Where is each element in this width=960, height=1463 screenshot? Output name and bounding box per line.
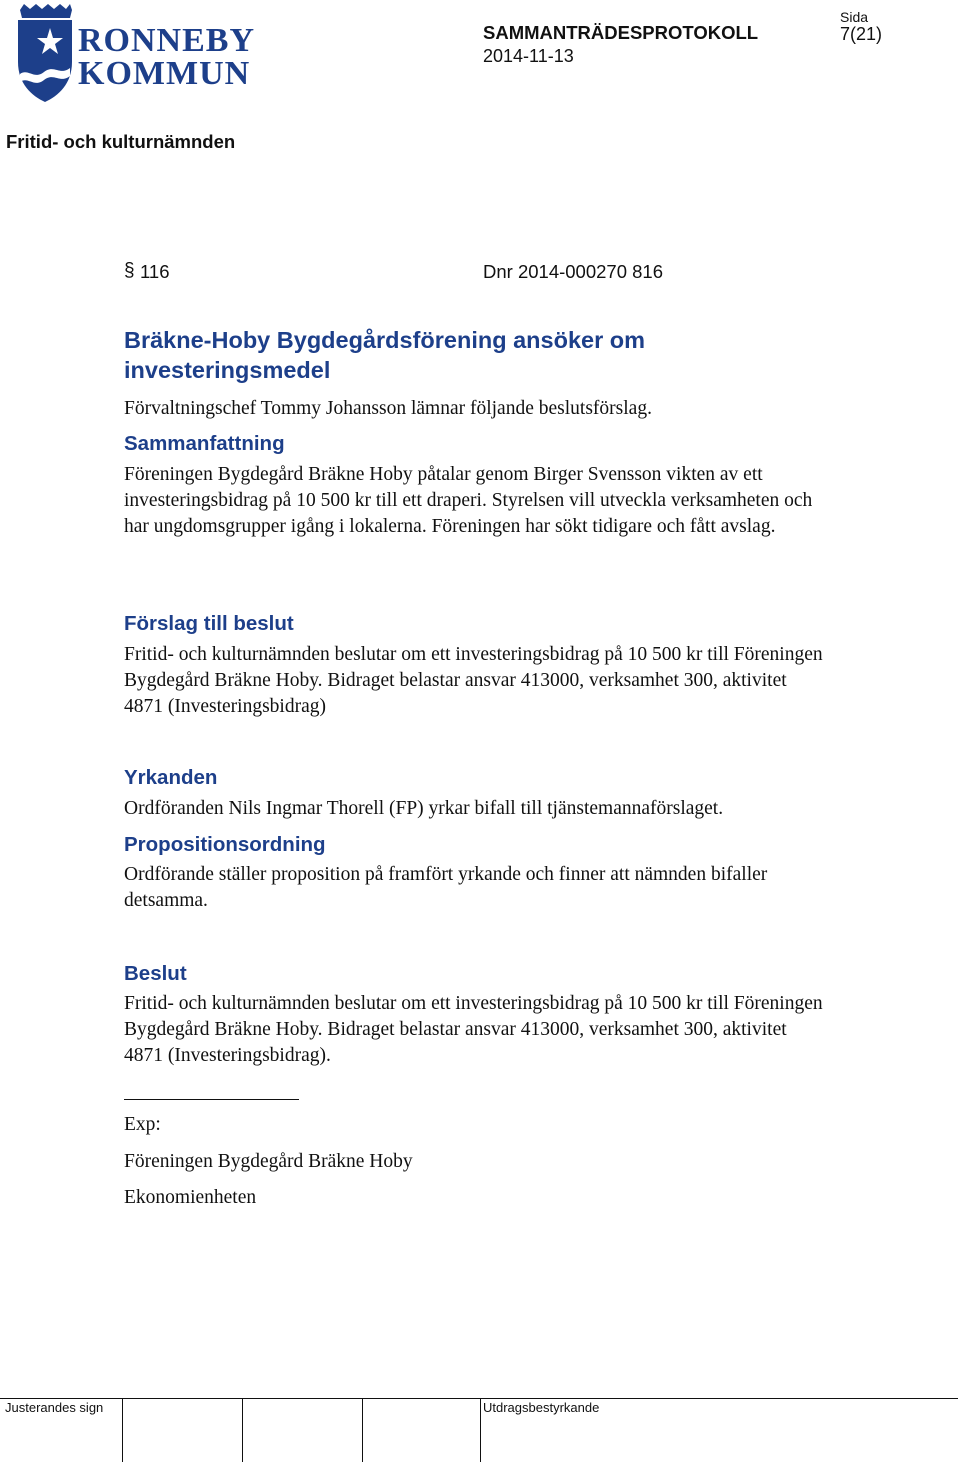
signature-box-divider	[242, 1398, 243, 1462]
paragraph-mark: §	[124, 260, 135, 281]
diary-number: Dnr 2014-000270 816	[483, 261, 664, 282]
intro-text: Förvaltningschef Tommy Johansson lämnar följande beslutsförslag.	[124, 398, 652, 419]
signature-box-divider	[122, 1398, 123, 1462]
heading-beslut: Beslut	[124, 962, 187, 985]
footer-rule	[0, 1398, 958, 1399]
text-beslut: Fritid- och kulturnämnden beslutar om ett investeringsbidrag på 10 500 kr till Föreningen Bygdegård Bräkne Hoby. Bidraget belastar ansvar 413000, verksamhet 300, aktivitet 4871 (Investeringsbidrag).	[124, 993, 823, 1066]
text-propositionsordning: Ordförande ställer proposition på framfört yrkande och finner att nämnden bifaller detsamma.	[124, 864, 768, 911]
footer-utdragsbestyrkande: Utdragsbestyrkande	[483, 1400, 600, 1415]
heading-propositionsordning: Propositionsordning	[124, 833, 326, 856]
page-number: 7(21)	[840, 24, 883, 44]
text-forslag-till-beslut: Fritid- och kulturnämnden beslutar om ett investeringsbidrag på 10 500 kr till Föreningen Bygdegård Bräkne Hoby. Bidraget belastar ansvar 413000, verksamhet 300, aktivitet 4871 (Investeringsbidrag)	[124, 644, 823, 717]
document-type: SAMMANTRÄDESPROTOKOLL	[483, 22, 759, 43]
page-label: Sida	[840, 9, 869, 25]
recipient-item: Ekonomienheten	[124, 1187, 257, 1208]
text-sammanfattning: Föreningen Bygdegård Bräkne Hoby påtalar genom Birger Svensson vikten av ett investeringsbidrag på 10 500 kr till ett draperi. Styrelsen vill utveckla verksamheten och har ungdomsgrupper igång i lokalerna. Föreningen har sökt tidigare och fått avslag.	[124, 464, 813, 537]
paragraph-number: 116	[140, 261, 170, 282]
logo-line-ronneby: RONNEBY	[78, 22, 256, 59]
meeting-date: 2014-11-13	[483, 46, 574, 66]
footer-justerandes-sign: Justerandes sign	[5, 1400, 104, 1415]
item-title: Bräkne-Hoby Bygdegårdsförening ansöker om investeringsmedel	[124, 327, 646, 383]
heading-yrkanden: Yrkanden	[124, 766, 218, 789]
signature-box-divider	[480, 1398, 481, 1462]
signature-box-divider	[362, 1398, 363, 1462]
text-yrkanden: Ordföranden Nils Ingmar Thorell (FP) yrkar bifall till tjänstemannaförslaget.	[124, 798, 724, 819]
recipient-item: Föreningen Bygdegård Bräkne Hoby	[124, 1151, 413, 1172]
heading-sammanfattning: Sammanfattning	[124, 432, 285, 455]
coat-of-arms-icon	[14, 4, 76, 104]
expedition-label: Exp:	[124, 1114, 161, 1135]
heading-forslag-till-beslut: Förslag till beslut	[124, 612, 294, 635]
ronneby-kommun-logo	[14, 4, 266, 104]
logo-line-kommun: KOMMUN	[78, 55, 251, 92]
separator-line	[124, 1099, 299, 1100]
board-name: Fritid- och kulturnämnden	[6, 131, 236, 152]
